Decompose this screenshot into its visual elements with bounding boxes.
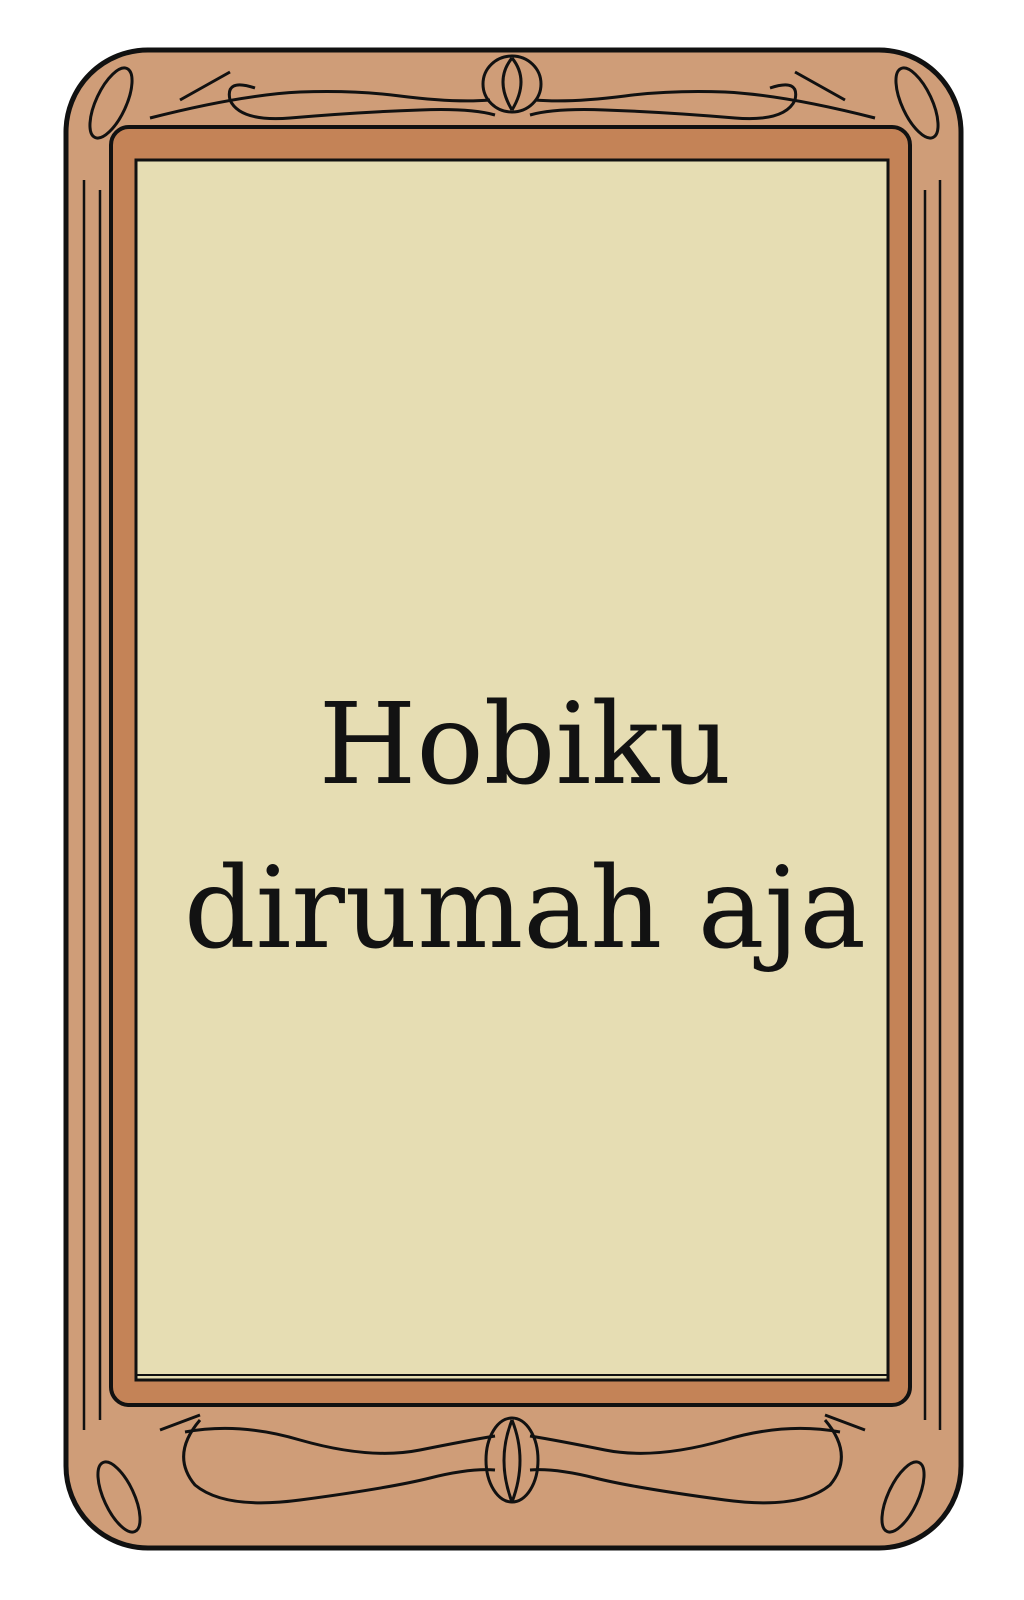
card-title-line-1: Hobiku — [318, 679, 732, 810]
card-text-area — [140, 165, 910, 1410]
card-title-line-2: dirumah aja — [183, 843, 867, 974]
